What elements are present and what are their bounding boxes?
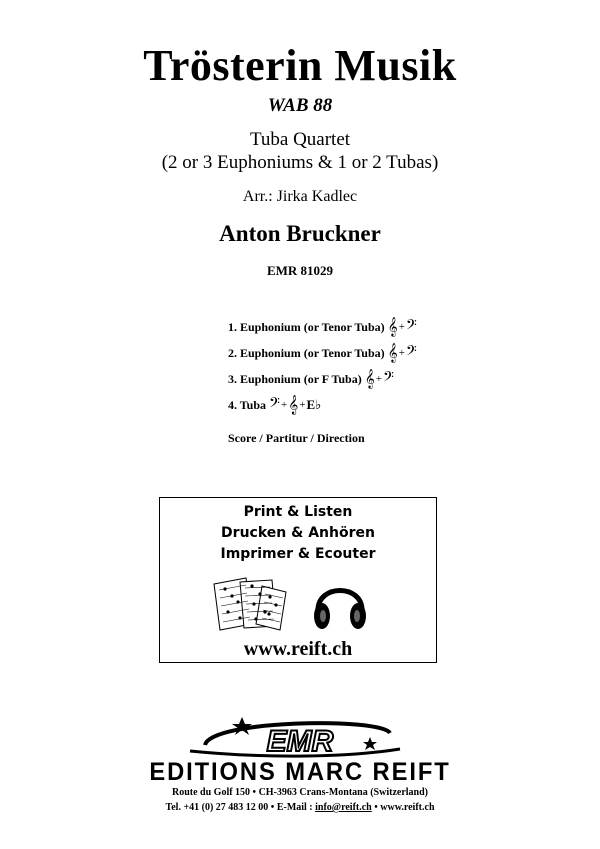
score-label: Score / Partitur / Direction <box>228 431 365 445</box>
treble-clef-icon: 𝄞 <box>387 343 398 362</box>
catalog-number: WAB 88 <box>267 95 333 116</box>
parts-list <box>228 314 417 418</box>
publisher-name: EDITIONS MARC REIFT <box>149 758 451 786</box>
promo-line-german: Drucken & Anhören <box>221 525 375 541</box>
publisher-address: Route du Golf 150 • CH-3963 Crans-Montana (Switzerland) <box>172 787 428 798</box>
part-label: 4. Tuba <box>228 397 267 412</box>
contact-phone: Tel. +41 (0) 27 483 12 00 • E-Mail : <box>165 802 313 813</box>
edition-number: EMR 81029 <box>266 263 334 278</box>
sheet-music-icon <box>210 574 290 632</box>
contact-email[interactable]: info@reift.ch <box>315 802 372 813</box>
emr-logo <box>150 715 450 760</box>
bass-clef-icon: 𝄢 <box>405 317 417 336</box>
promo-line-french: Imprimer & Ecouter <box>220 546 376 562</box>
bass-clef-icon: 𝄢 <box>405 343 417 362</box>
treble-clef-icon: 𝄞 <box>387 317 398 336</box>
instrumentation: Tuba Quartet <box>249 129 351 150</box>
instrumentation-detail: (2 or 3 Euphoniums & 1 or 2 Tubas) <box>161 152 439 173</box>
treble-clef-icon: 𝄞 <box>288 395 299 414</box>
publisher-contact <box>0 802 600 813</box>
part-item: 4. Tuba 𝄢 + 𝄞 + E♭ <box>228 395 322 414</box>
part-label: 1. Euphonium (or Tenor Tuba) <box>228 319 385 334</box>
eb-key-label: E♭ <box>306 397 322 412</box>
part-label: 3. Euphonium (or F Tuba) <box>228 371 362 386</box>
composer: Anton Bruckner <box>219 221 381 246</box>
logo-text: EMR <box>266 725 334 758</box>
headphones-icon <box>310 574 370 632</box>
treble-clef-icon: 𝄞 <box>364 369 375 388</box>
print-listen-box <box>159 497 437 663</box>
promo-line-english: Print & Listen <box>243 504 353 520</box>
part-item: 2. Euphonium (or Tenor Tuba) 𝄞 + 𝄢 <box>228 343 417 362</box>
bass-clef-icon: 𝄢 <box>383 369 394 388</box>
website-link[interactable]: www.reift.ch <box>243 638 353 660</box>
bass-clef-icon: 𝄢 <box>269 395 280 414</box>
part-item: 3. Euphonium (or F Tuba) 𝄞 + 𝄢 <box>228 369 394 388</box>
cover-title: Trösterin Musik <box>143 41 457 90</box>
part-label: 2. Euphonium (or Tenor Tuba) <box>228 345 385 360</box>
contact-web[interactable]: • www.reift.ch <box>374 802 435 813</box>
arranger: Arr.: Jirka Kadlec <box>242 188 358 205</box>
part-item: 1. Euphonium (or Tenor Tuba) 𝄞 + 𝄢 <box>228 317 417 336</box>
